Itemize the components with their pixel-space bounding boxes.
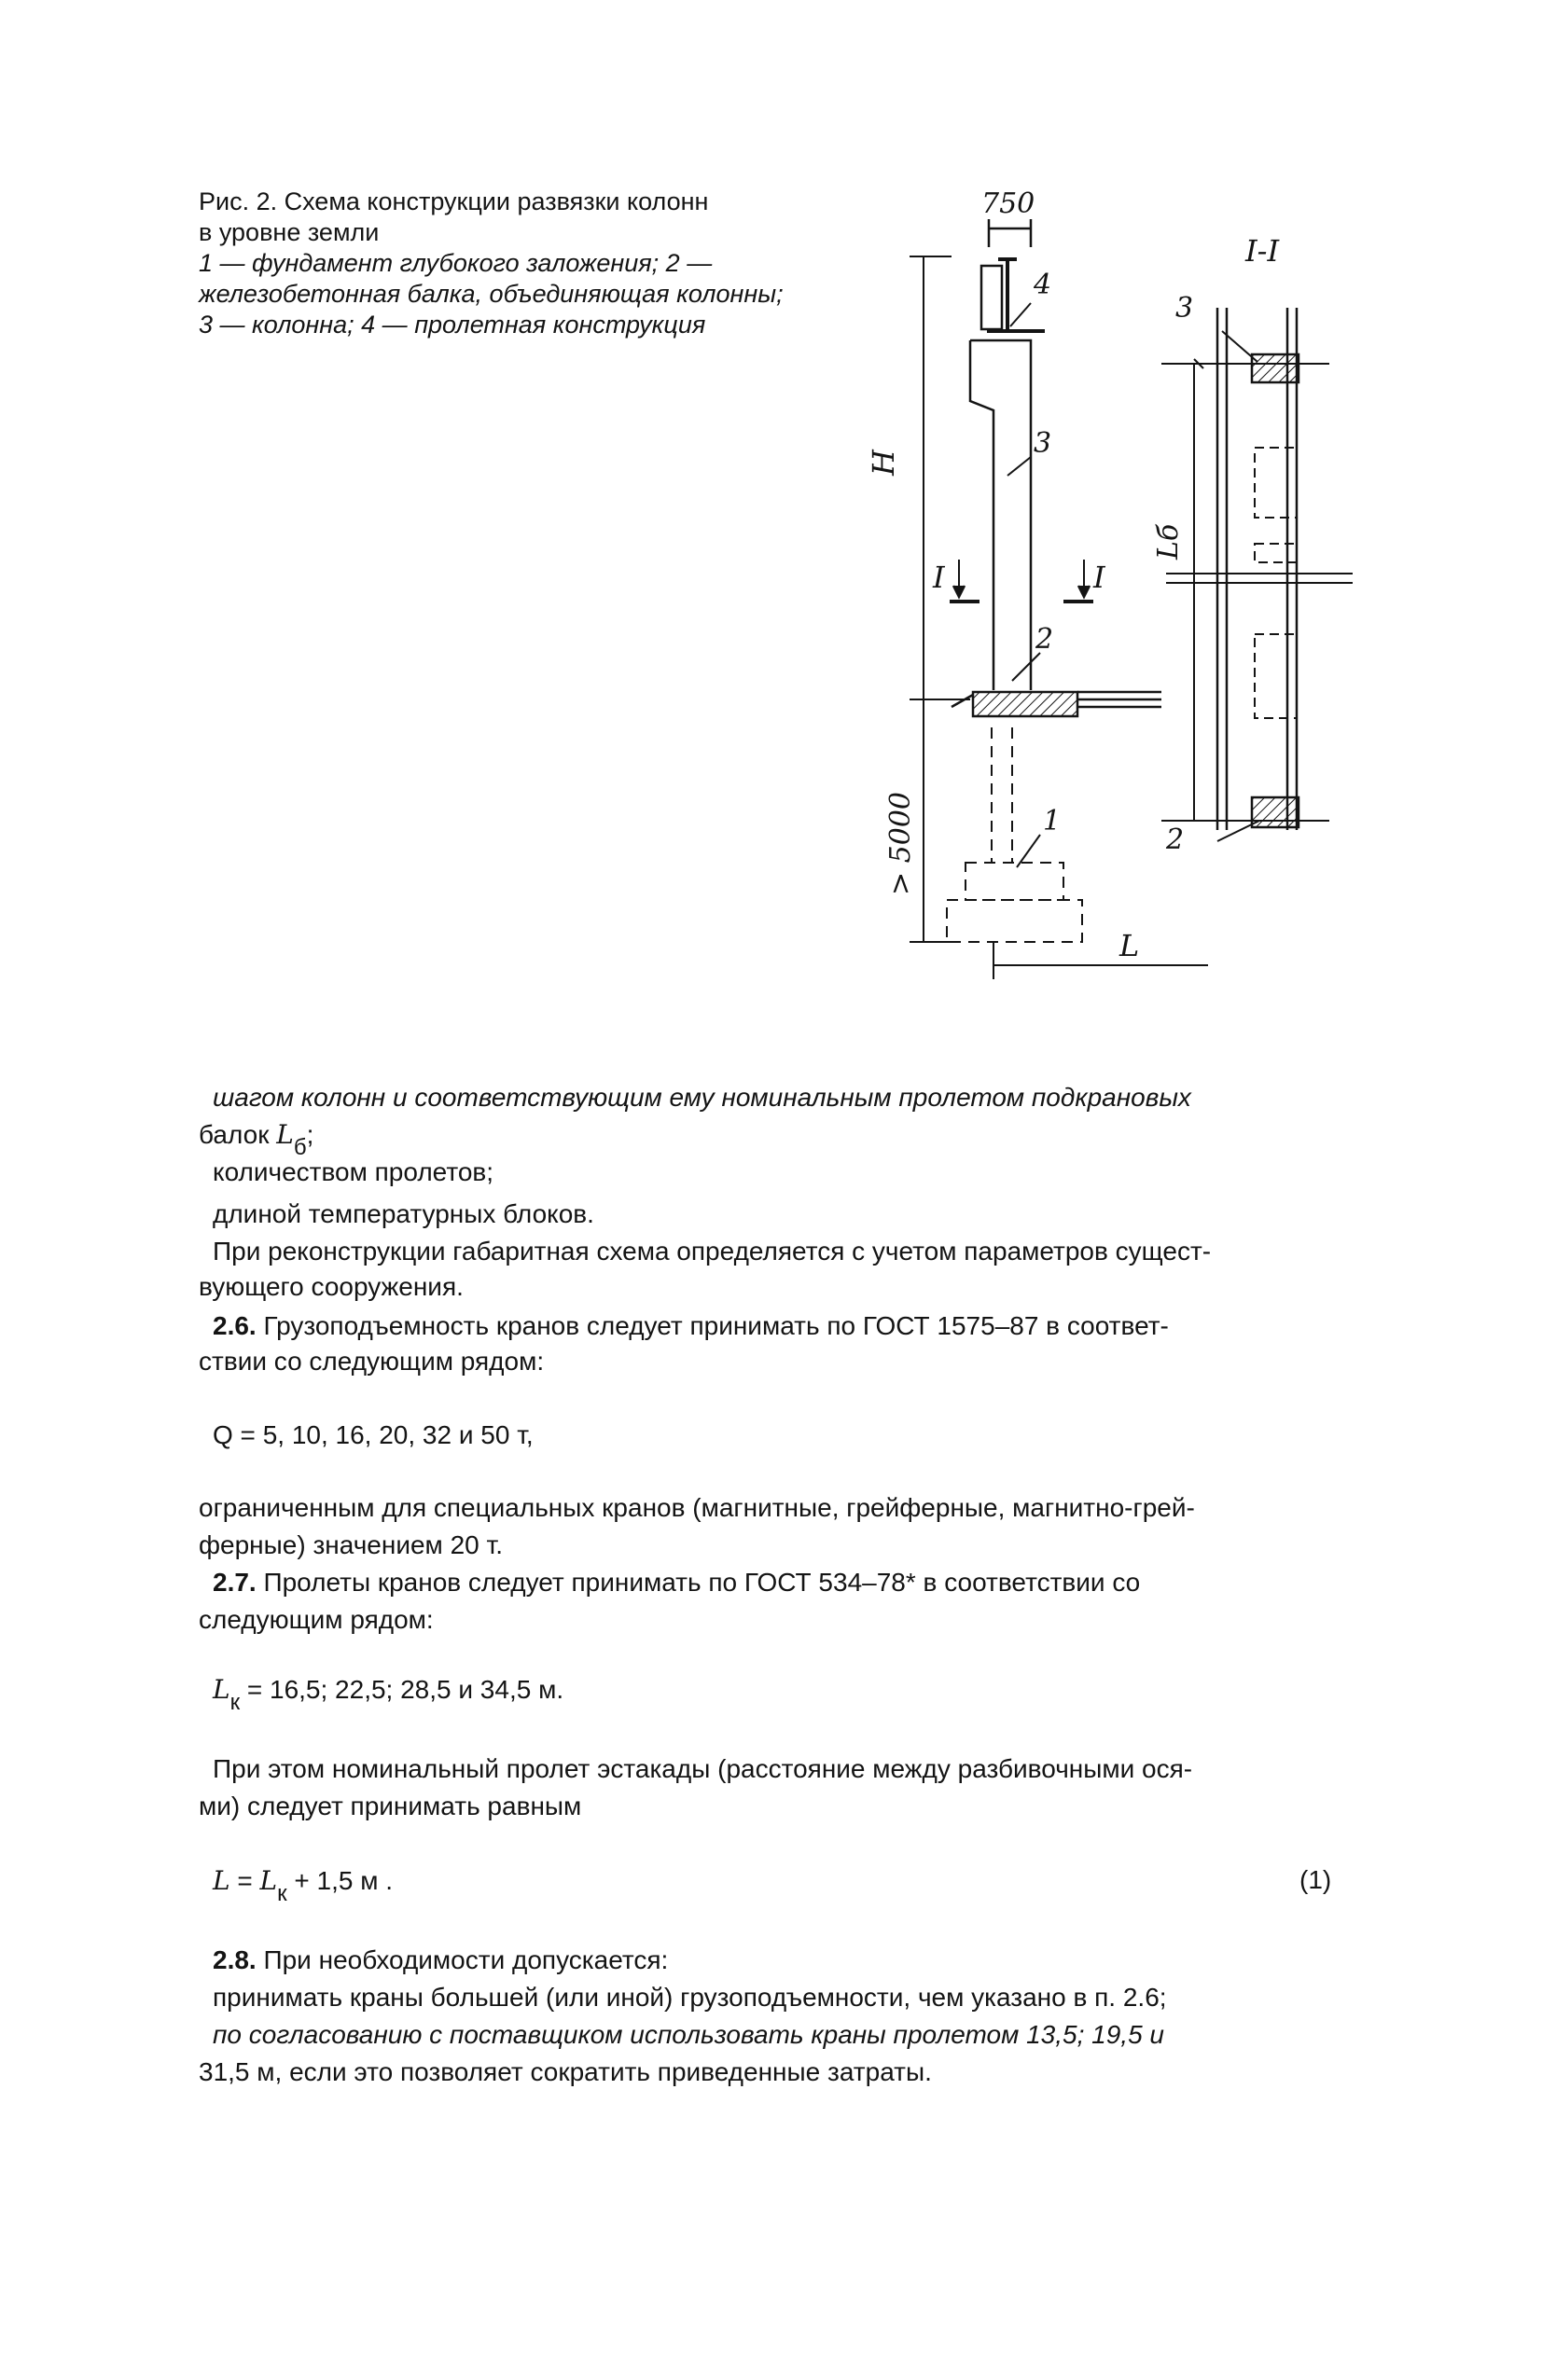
label-4: 4 xyxy=(1034,269,1052,301)
section-2-7-line-2: следующим рядом: xyxy=(199,1605,434,1634)
label-3-main: 3 xyxy=(1034,427,1052,460)
caption-legend-1: 1 — фундамент глубокого заложения; 2 — xyxy=(199,249,713,277)
para-3: длиной температурных блоков. xyxy=(213,1199,594,1228)
caption-title-cont: в уровне земли xyxy=(199,218,380,246)
section-2-6-line-1: 2.6. Грузоподъемность кранов следует принимать по ГОСТ 1575–87 в соответ- xyxy=(213,1311,1169,1340)
label-LB: Lб xyxy=(1152,523,1185,560)
formula-1-number: (1) xyxy=(1299,1865,1332,1894)
para-4-line-2: вующего сооружения. xyxy=(199,1272,464,1301)
formula-1: L = Lк + 1,5 м . xyxy=(213,1865,394,1906)
section-2-7-line-1: 2.7. Пролеты кранов следует принимать по ГОСТ 534–78* в соответствии со xyxy=(213,1568,1141,1597)
dim-5000-label: > 5000 xyxy=(884,791,917,895)
section-mark-right: I xyxy=(1093,560,1105,595)
label-2-main: 2 xyxy=(1035,623,1054,656)
label-3-section: 3 xyxy=(1175,292,1194,325)
top-pier xyxy=(981,266,1002,329)
formula-lk: Lк = 16,5; 22,5; 28,5 и 34,5 м. xyxy=(213,1674,564,1715)
caption-title: Рис. 2. Схема конструкции развязки колонн xyxy=(199,187,709,215)
section-2-6-line-2: ствии со следующим рядом: xyxy=(199,1347,545,1376)
figure-caption xyxy=(199,187,852,340)
para-2: количеством пролетов; xyxy=(213,1157,494,1186)
para-5-line-2: ферные) значением 20 т. xyxy=(199,1530,503,1559)
para-5-line-1: ограниченным для специальных кранов (магнитные, грейферные, магнитно-грей- xyxy=(199,1493,1195,1522)
caption-legend-3: 3 — колонна; 4 — пролетная конструкция xyxy=(199,311,706,339)
section-title: I-I xyxy=(1245,233,1280,269)
para-6-line-2: ми) следует принимать равным xyxy=(199,1792,582,1820)
foundation-upper xyxy=(966,863,1063,900)
para-1-line-1: шагом колонн и соответствующим ему номинальным пролетом подкрановых xyxy=(213,1083,1191,1112)
foundation-lower xyxy=(947,900,1082,942)
label-H: H xyxy=(866,450,901,476)
dim-750-label: 750 xyxy=(981,187,1035,220)
caption-legend-2: железобетонная балка, объединяющая колонны; xyxy=(199,280,784,308)
section-beam-top xyxy=(1252,354,1299,382)
label-1: 1 xyxy=(1043,805,1062,837)
column-bracing-drawing xyxy=(840,177,1362,1003)
para-1-line-2: балок Lб; xyxy=(199,1119,314,1160)
section-mark-left: I xyxy=(933,560,945,595)
label-L: L xyxy=(1119,928,1140,963)
para-8-line-2: 31,5 м, если это позволяет сократить приведенные затраты. xyxy=(199,2057,932,2086)
column xyxy=(970,340,1031,690)
para-7: принимать краны большей (или иной) грузоподъемности, чем указано в п. 2.6; xyxy=(213,1983,1167,2012)
section-beam-bottom xyxy=(1252,797,1299,827)
para-4-line-1: При реконструкции габаритная схема определяется с учетом параметров сущест- xyxy=(213,1237,1212,1266)
section-2-8-line-1: 2.8. При необходимости допускается: xyxy=(213,1945,669,1974)
para-6-line-1: При этом номинальный пролет эстакады (расстояние между разбивочными ося- xyxy=(213,1754,1193,1783)
label-2-section: 2 xyxy=(1166,823,1185,856)
beam xyxy=(973,692,1077,716)
para-8-line-1: по согласованию с поставщиком использовать краны пролетом 13,5; 19,5 и xyxy=(213,2020,1165,2049)
formula-q: Q = 5, 10, 16, 20, 32 и 50 т, xyxy=(213,1420,534,1449)
